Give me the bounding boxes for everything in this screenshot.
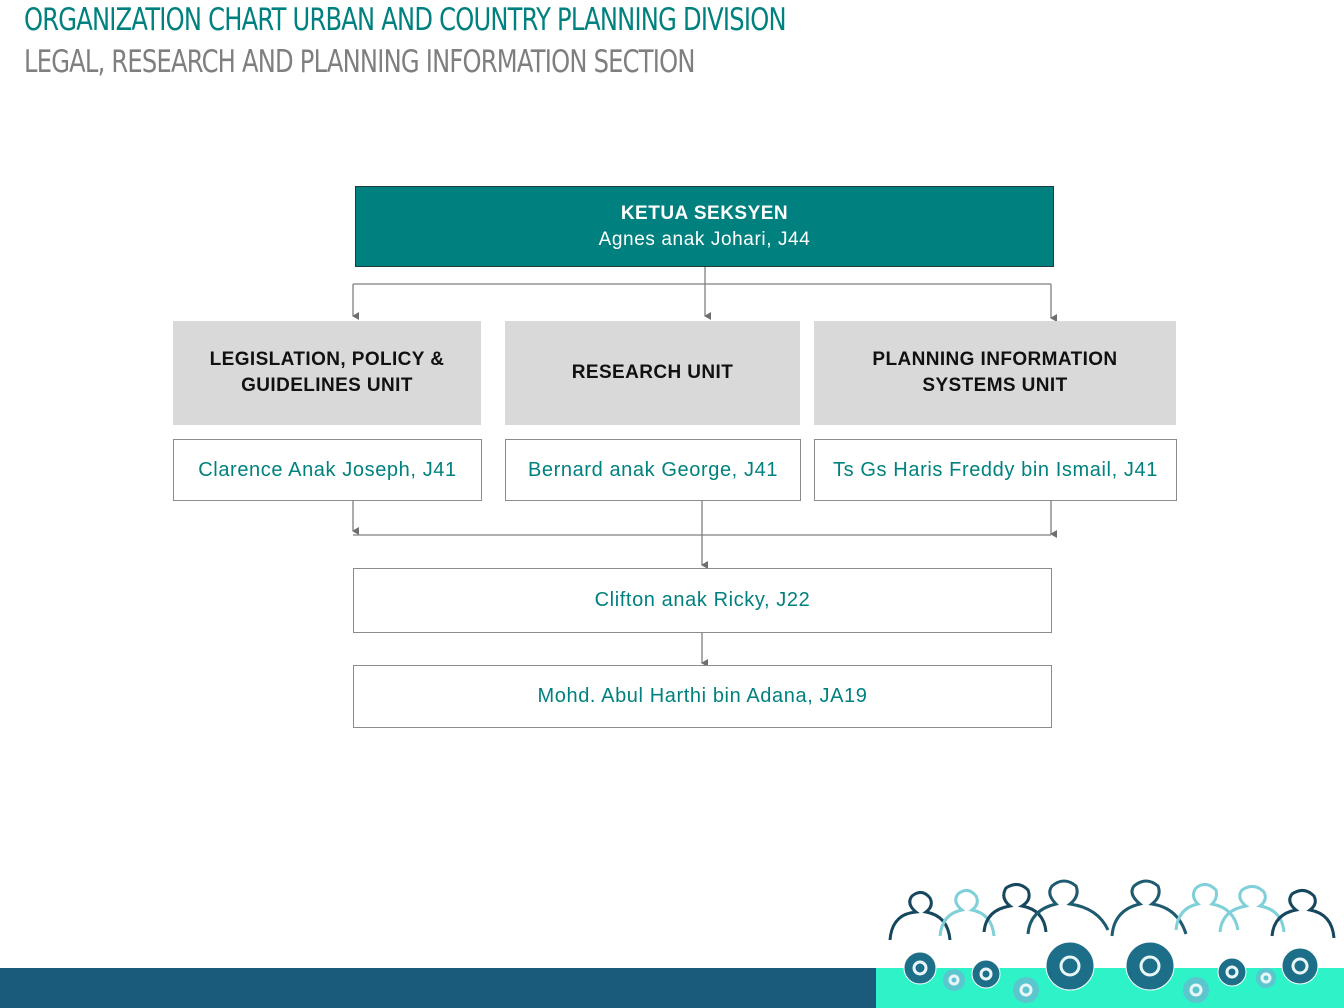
officer-box-research: Bernard anak George, J41 bbox=[505, 439, 801, 501]
staff-box-1: Clifton anak Ricky, J22 bbox=[353, 568, 1052, 633]
unit-box-research bbox=[505, 321, 800, 425]
unit-title-line: PLANNING INFORMATION bbox=[872, 349, 1118, 370]
unit-title-line: SYSTEMS UNIT bbox=[922, 375, 1068, 396]
section-head-box bbox=[355, 186, 1054, 267]
unit-title-line: LEGISLATION, POLICY & bbox=[209, 349, 445, 370]
footer-bar bbox=[0, 968, 876, 1008]
officer-box-legislation: Clarence Anak Joseph, J41 bbox=[173, 439, 482, 501]
page-subtitle: LEGAL, RESEARCH AND PLANNING INFORMATION SECTION bbox=[24, 44, 695, 80]
unit-title-line: RESEARCH UNIT bbox=[571, 362, 734, 383]
unit-box-legislation bbox=[173, 321, 481, 425]
page-title: ORGANIZATION CHART URBAN AND COUNTRY PLANNING DIVISION bbox=[24, 2, 786, 38]
section-head-name: Agnes anak Johari, J44 bbox=[598, 228, 811, 250]
teamwork-gears-icon bbox=[876, 874, 1344, 1008]
unit-title-line: GUIDELINES UNIT bbox=[241, 375, 413, 396]
section-head-role: KETUA SEKSYEN bbox=[620, 202, 789, 224]
staff-box-2: Mohd. Abul Harthi bin Adana, JA19 bbox=[353, 665, 1052, 728]
unit-box-planning-information bbox=[814, 321, 1176, 425]
officer-box-planning-information: Ts Gs Haris Freddy bin Ismail, J41 bbox=[814, 439, 1177, 501]
